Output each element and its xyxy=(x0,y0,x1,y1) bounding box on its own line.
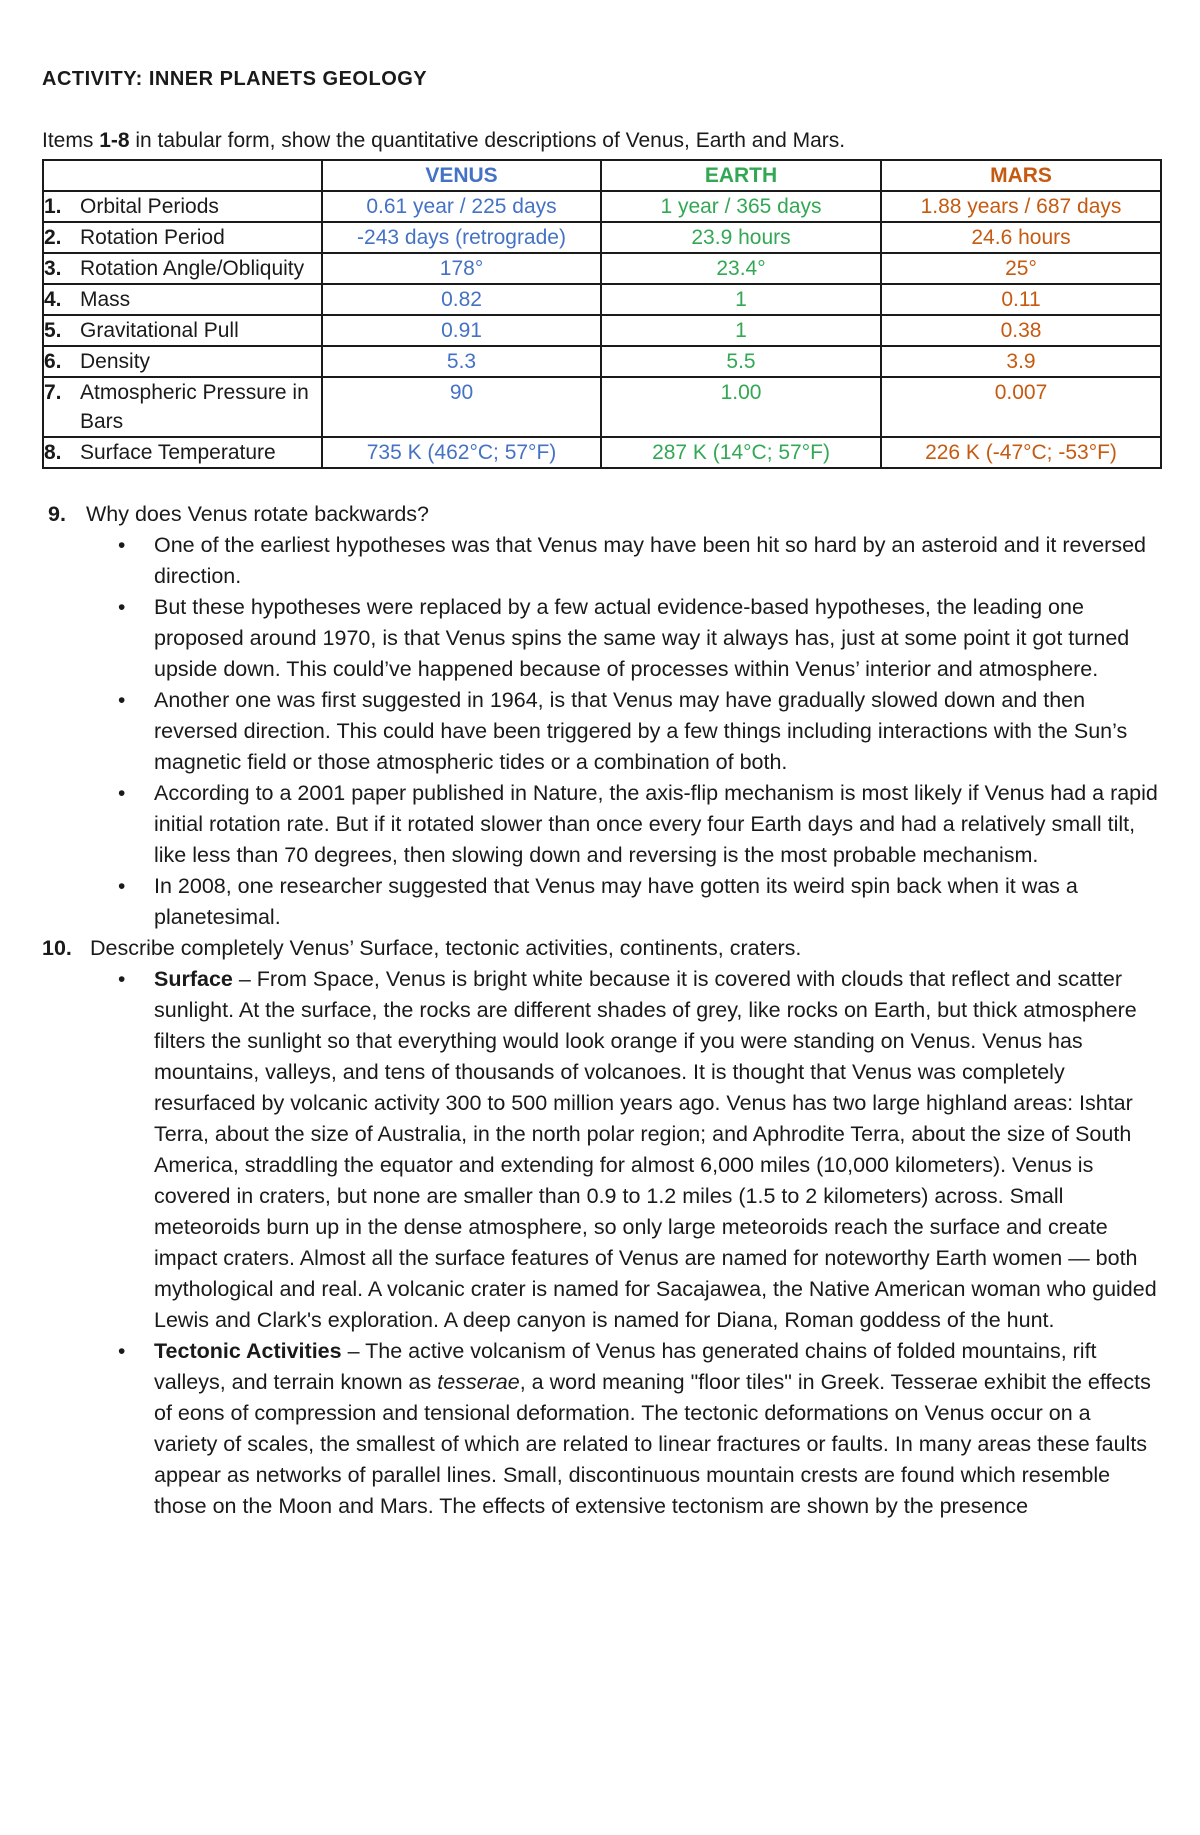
venus-value: 735 K (462°C; 57°F) xyxy=(322,437,601,468)
row-label: 7. Atmospheric Pressure in Bars xyxy=(43,377,322,437)
row-label: 3. Rotation Angle/Obliquity xyxy=(43,253,322,284)
q10-answer-list xyxy=(42,964,1158,1522)
page-title: ACTIVITY: INNER PLANETS GEOLOGY xyxy=(42,68,428,90)
row-label: 1. Orbital Periods xyxy=(43,191,322,222)
earth-value: 23.4° xyxy=(601,253,881,284)
earth-value: 23.9 hours xyxy=(601,222,881,253)
mars-value: 3.9 xyxy=(881,346,1161,377)
mars-value: 0.11 xyxy=(881,284,1161,315)
question-10: 10. Describe completely Venus’ Surface, tectonic activities, continents, craters. xyxy=(42,936,802,960)
table-header-row xyxy=(43,160,1161,191)
document-page xyxy=(42,68,1158,1522)
table-row xyxy=(43,253,1161,284)
q9-answer-list xyxy=(42,530,1158,933)
row-label: 6. Density xyxy=(43,346,322,377)
row-label: 4. Mass xyxy=(43,284,322,315)
list-item: • Another one was first suggested in 1964, is that Venus may have gradually slowed down and then reversed direction. This could have been triggered by a few things including interactions with the Sun’s magnetic field or those atmospheric tides or a combination of both. xyxy=(42,685,1158,778)
list-item: • According to a 2001 paper published in Nature, the axis-flip mechanism is most likely if Venus had a rapid initial rotation rate. But if it rotated slower than once every four Earth days and had a relatively small tilt, like less than 70 degrees, then slowing down and reversing is the most probable mechanism. xyxy=(42,778,1158,871)
row-label: 5. Gravitational Pull xyxy=(43,315,322,346)
earth-value: 1 xyxy=(601,284,881,315)
venus-value: 0.91 xyxy=(322,315,601,346)
table-row xyxy=(43,191,1161,222)
list-item: • But these hypotheses were replaced by a few actual evidence-based hypotheses, the leading one proposed around 1970, is that Venus spins the same way it always has, just at some point it got turned upside down. This could’ve happened because of processes within Venus’ interior and atmosphere. xyxy=(42,592,1158,685)
venus-value: 0.61 year / 225 days xyxy=(322,191,601,222)
row-label: 2. Rotation Period xyxy=(43,222,322,253)
header-venus: VENUS xyxy=(322,160,601,191)
list-item: • Surface – From Space, Venus is bright white because it is covered with clouds that reflect and scatter sunlight. At the surface, the rocks are different shades of grey, like rocks on Earth, but thick atmosphere filters the sunlight so that everything would look orange if you were standing on Venus. Venus has mountains, valleys, and tens of thousands of volcanoes. It is thought that Venus was completely resurfaced by volcanic activity 300 to 500 million years ago. Venus has two large highland areas: Ishtar Terra, about the size of Australia, in the north polar region; and Aphrodite Terra, about the size of South America, straddling the equator and extending for almost 6,000 miles (10,000 kilometers). Venus is covered in craters, but none are smaller than 0.9 to 1.2 miles (1.5 to 2 kilometers) across. Small meteoroids burn up in the dense atmosphere, so only large meteoroids reach the surface and create impact craters. Almost all the surface features of Venus are named for noteworthy Earth women — both mythological and real. A volcanic crater is named for Sacajawea, the Native American woman who guided Lewis and Clark's exploration. A deep canyon is named for Diana, Roman goddess of the hunt. xyxy=(42,964,1158,1336)
table-intro: Items 1-8 in tabular form, show the quantitative descriptions of Venus, Earth and Mars. xyxy=(42,129,846,152)
row-label: 8. Surface Temperature xyxy=(43,437,322,468)
earth-value: 1.00 xyxy=(601,377,881,437)
mars-value: 226 K (-47°C; -53°F) xyxy=(881,437,1161,468)
planet-comparison-table xyxy=(42,159,1162,469)
mars-value: 24.6 hours xyxy=(881,222,1161,253)
mars-value: 25° xyxy=(881,253,1161,284)
table-row xyxy=(43,315,1161,346)
question-9: 9. Why does Venus rotate backwards? xyxy=(48,502,429,526)
table-row xyxy=(43,437,1161,468)
table-row xyxy=(43,377,1161,437)
earth-value: 1 year / 365 days xyxy=(601,191,881,222)
earth-value: 287 K (14°C; 57°F) xyxy=(601,437,881,468)
table-row xyxy=(43,346,1161,377)
questions-section xyxy=(42,499,1158,1522)
mars-value: 0.007 xyxy=(881,377,1161,437)
table-row xyxy=(43,222,1161,253)
venus-value: 5.3 xyxy=(322,346,601,377)
mars-value: 0.38 xyxy=(881,315,1161,346)
tectonic-label: Tectonic Activities xyxy=(154,1339,342,1363)
earth-value: 1 xyxy=(601,315,881,346)
venus-value: 90 xyxy=(322,377,601,437)
mars-value: 1.88 years / 687 days xyxy=(881,191,1161,222)
earth-value: 5.5 xyxy=(601,346,881,377)
venus-value: 178° xyxy=(322,253,601,284)
table-row xyxy=(43,284,1161,315)
venus-value: 0.82 xyxy=(322,284,601,315)
list-item: • One of the earliest hypotheses was that Venus may have been hit so hard by an asteroid and it reversed direction. xyxy=(42,530,1158,592)
header-mars: MARS xyxy=(881,160,1161,191)
list-item: • In 2008, one researcher suggested that Venus may have gotten its weird spin back when it was a planetesimal. xyxy=(42,871,1158,933)
list-item: • Tectonic Activities – The active volcanism of Venus has generated chains of folded mountains, rift valleys, and terrain known as tesserae, a word meaning "floor tiles" in Greek. Tesserae exhibit the effects of eons of compression and tensional deformation. The tectonic deformations on Venus occur on a variety of scales, the smallest of which are related to linear fractures or faults. In many areas these faults appear as networks of parallel lines. Small, discontinuous mountain crests are found which resemble those on the Moon and Mars. The effects of extensive tectonism are shown by the presence xyxy=(42,1336,1158,1522)
surface-label: Surface xyxy=(154,967,233,991)
header-earth: EARTH xyxy=(601,160,881,191)
venus-value: -243 days (retrograde) xyxy=(322,222,601,253)
